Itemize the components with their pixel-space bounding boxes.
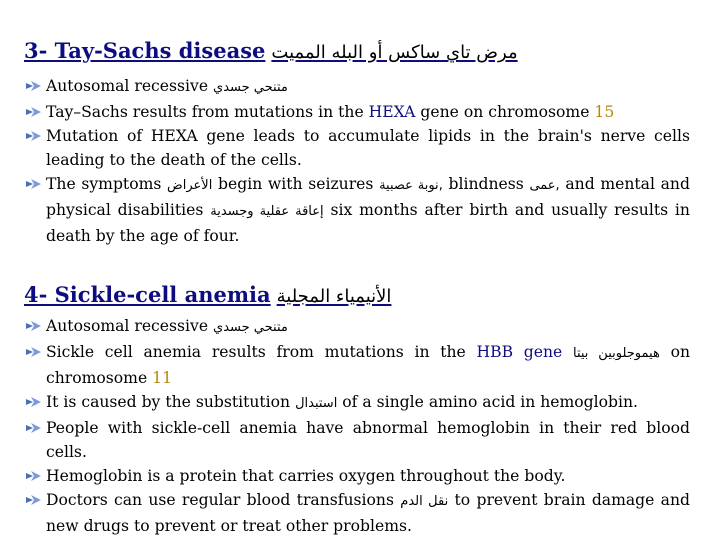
gene-name: HEXA xyxy=(368,103,416,121)
bullet-text: to prevent brain damage and new drugs to prevent or treat other problems. xyxy=(46,491,690,535)
arabic-term: نوبة عصبية, xyxy=(379,178,443,193)
section-3-title-arabic: مرض تاي ساكس أو البله المميت xyxy=(271,42,518,63)
bullet-arrow-icon xyxy=(24,172,44,196)
arabic-term: إعاقة عقلية وجسدية xyxy=(210,204,324,219)
bullet-arrow-icon xyxy=(24,314,44,338)
bullet-arrow-icon xyxy=(24,390,44,414)
gene-name: HBB gene xyxy=(476,343,563,361)
bullet-text: Mutation of HEXA gene leads to accumulate lipids in the brain's nerve cells leading to the death of the cells. xyxy=(46,127,690,169)
bullet-arrow-icon xyxy=(24,100,44,124)
chromosome-number: 11 xyxy=(152,369,173,387)
section-4-list xyxy=(24,314,690,538)
bullet-arrow-icon xyxy=(24,74,44,98)
section-4-title xyxy=(24,282,391,307)
arabic-term: هيموجلوبين بيتا xyxy=(572,346,660,361)
bullet-text: and mental and physical disabilities xyxy=(46,175,690,219)
bullet-text: on chromosome xyxy=(46,343,690,387)
bullet-arrow-icon xyxy=(24,488,44,512)
bullet-text: Autosomal recessive xyxy=(46,317,209,335)
bullet-arrow-icon xyxy=(24,124,44,148)
bullet-arrow-icon xyxy=(24,416,44,440)
list-item xyxy=(24,488,690,538)
section-3-title xyxy=(24,38,518,63)
bullet-text: Sickle cell anemia results from mutations in the xyxy=(46,343,466,361)
section-3-title-text: 3- Tay-Sachs disease xyxy=(24,38,266,63)
list-item xyxy=(24,314,690,340)
bullet-text: Hemoglobin is a protein that carries oxygen throughout the body. xyxy=(46,467,566,485)
bullet-arrow-icon xyxy=(24,340,44,364)
bullet-text: The symptoms xyxy=(46,175,162,193)
arabic-term: استبدال xyxy=(295,396,338,411)
list-item xyxy=(24,124,690,172)
arabic-term: متنحي جسدي xyxy=(213,80,288,95)
arabic-term: الأعراض xyxy=(167,178,213,193)
list-item xyxy=(24,74,690,100)
list-item xyxy=(24,464,690,488)
bullet-text: of a single amino acid in hemoglobin. xyxy=(342,393,639,411)
list-item xyxy=(24,100,690,124)
bullet-arrow-icon xyxy=(24,464,44,488)
bullet-text: six months after birth and usually results in death by the age of four. xyxy=(46,201,690,245)
list-item xyxy=(24,340,690,390)
list-item xyxy=(24,416,690,464)
list-item xyxy=(24,390,690,416)
bullet-text: Autosomal recessive xyxy=(46,77,209,95)
chromosome-number: 15 xyxy=(594,103,615,121)
bullet-text: Tay–Sachs results from mutations in the xyxy=(46,103,364,121)
arabic-term: عمى, xyxy=(529,178,560,193)
bullet-text: People with sickle-cell anemia have abnormal hemoglobin in their red blood cells. xyxy=(46,419,690,461)
section-4-title-text: 4- Sickle-cell anemia xyxy=(24,282,271,307)
section-3-list xyxy=(24,74,690,248)
list-item xyxy=(24,172,690,248)
arabic-term: متنحي جسدي xyxy=(213,320,288,335)
arabic-term: نقل الدم xyxy=(400,494,449,509)
bullet-text: blindness xyxy=(448,175,524,193)
bullet-text: gene on chromosome xyxy=(420,103,590,121)
section-4-title-arabic: الأنيمياء المجلية xyxy=(276,286,392,307)
bullet-text: begin with seizures xyxy=(218,175,374,193)
bullet-text: Doctors can use regular blood transfusions xyxy=(46,491,394,509)
bullet-text: It is caused by the substitution xyxy=(46,393,291,411)
